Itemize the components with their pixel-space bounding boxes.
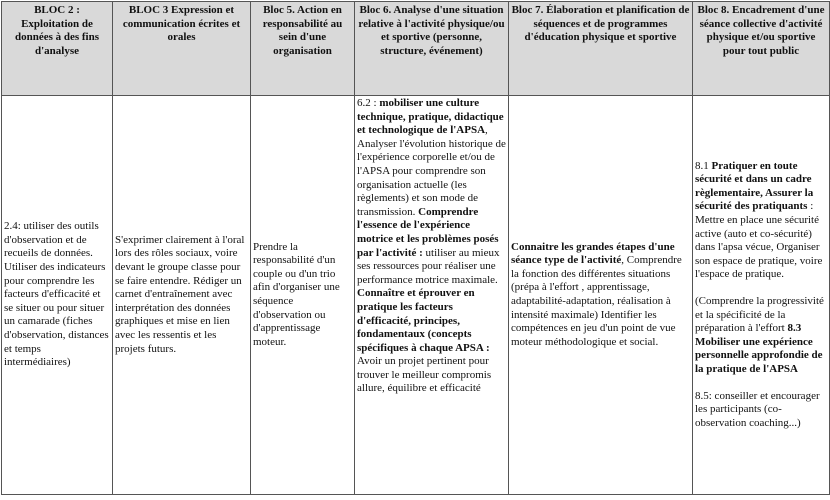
cell-bloc-8-text-2: : Mettre en place une sécurité active (auto et co-sécurité) dans l'apsa vécue, Organiser son espace de pratique, voire l'espace de pratique. [695, 200, 823, 281]
cell-bloc-7-text: , Comprendre la fonction des différentes situations (prépa à l'effort , apprentissage, adaptabilité-adaptation, réalisation à intensité maximale) Identifier les compétences en jeu d'un point de vue moteur méthodologique et social. [511, 254, 682, 348]
competency-table [1, 1, 830, 495]
cell-bloc-6-text-2: , Analyser l'évolution historique de l'expérience corporelle et/ou de l'APSA pour comprendre son organisation actuelle (les règlements) et son mode de transmission. [357, 124, 506, 218]
cell-bloc-6-bold-2: Comprendre l'essence de l'expérience motrice et les problèmes posés par l'activité : [357, 205, 499, 259]
cell-bloc-8-text-3: (Comprendre la progressivité et la spécificité de la préparation à l'effort [695, 295, 824, 335]
cell-bloc-6-text-4: Avoir un projet pertinent pour trouver le meilleur compromis allure, équilibre et efficacité [357, 355, 492, 395]
cell-bloc-2: 2.4: utiliser des outils d'observation et de recueils de données. Utiliser des indicateurs pour comprendre les facteurs d'efficacité et se situer ou pour situer un camarade (fiches d'observation, distances et temps intermédiaires) [2, 96, 113, 495]
header-bloc-6: Bloc 6. Analyse d'une situation relative à l'activité physique/ou et sportive (personne, structure, événement) [355, 2, 509, 96]
header-bloc-7: Bloc 7. Élaboration et planification de séquences et de programmes d'éducation physique et sportive [509, 2, 693, 96]
content-row [2, 96, 830, 495]
cell-bloc-6 [355, 96, 509, 495]
header-bloc-8: Bloc 8. Encadrement d'une séance collective d'activité physique et/ou sportive pour tout public [693, 2, 830, 96]
cell-bloc-7-bold: Connaitre les grandes étapes d'une séance type de l'activité [511, 240, 675, 267]
cell-bloc-6-text-3: utiliser au mieux ses ressources pour réaliser une performance motrice maximale. [357, 246, 500, 286]
cell-bloc-6-text-1: 6.2 : [357, 97, 380, 109]
cell-bloc-8 [693, 96, 830, 495]
cell-bloc-8-text-1: 8.1 [695, 159, 712, 172]
cell-bloc-6-bold-3: Connaître et éprouver en pratique les facteurs d'efficacité, principes, fondamentaux (concepts spécifiques à chaque APSA : [357, 287, 490, 354]
header-bloc-2: BLOC 2 : Exploitation de données à des fins d'analyse [2, 2, 113, 96]
header-bloc-5: Bloc 5. Action en responsabilité au sein d'une organisation [251, 2, 355, 96]
cell-bloc-8-bold-1: Pratiquer en toute sécurité et dans un cadre règlementaire, Assurer la sécurité des pratiquants [695, 159, 814, 213]
cell-bloc-8-bold-2: 8.3 Mobiliser une expérience personnelle approfondie de la pratique de l'APSA [695, 322, 823, 375]
cell-bloc-6-bold-1: mobiliser une culture technique, pratique, didactique et technologique de l'APSA [357, 97, 504, 137]
cell-bloc-5: Prendre la responsabilité d'un couple ou d'un trio afin d'organiser une séquence d'observation ou d'apprentissage moteur. [251, 96, 355, 495]
cell-bloc-7 [509, 96, 693, 495]
cell-bloc-8-text-4: 8.5: conseiller et encourager les participants (co-observation coaching...) [695, 389, 820, 429]
header-bloc-3: BLOC 3 Expression et communication écrites et orales [113, 2, 251, 96]
header-row [2, 2, 830, 96]
cell-bloc-3: S'exprimer clairement à l'oral lors des rôles sociaux, voire devant le groupe classe pour se faire entendre. Rédiger un carnet d'entraînement avec interprétation des données graphiques et mise en lien avec les ressentis et les projets futurs. [113, 96, 251, 495]
